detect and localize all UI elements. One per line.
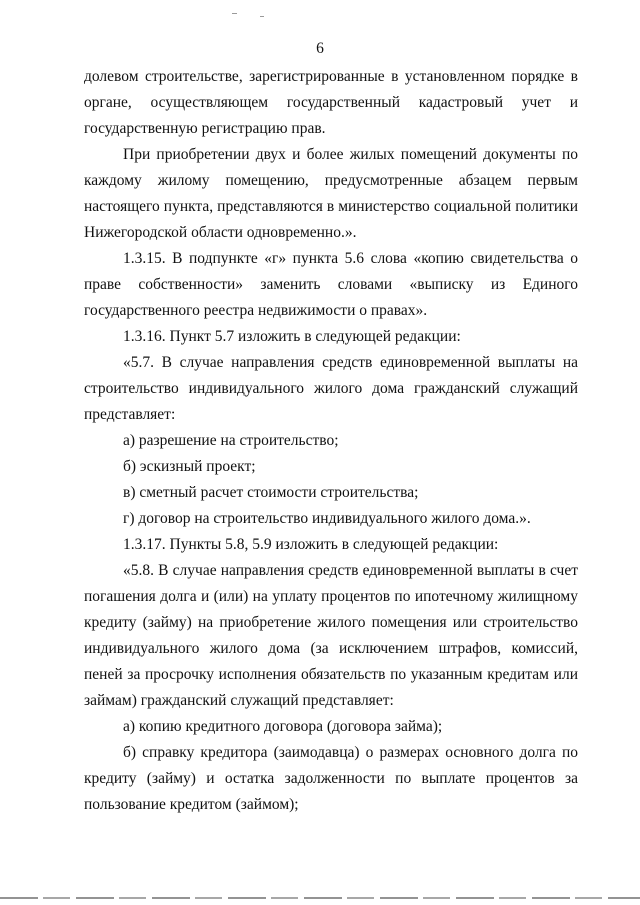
paragraph-3: 1.3.15. В подпункте «г» пункта 5.6 слова «копию свидетельства о праве собственности» заменить словами «выписку из Единого государственного реестра недвижимости о правах». bbox=[84, 250, 578, 319]
scan-speck bbox=[260, 16, 264, 17]
list-item-b: б) эскизный проект; bbox=[123, 458, 256, 475]
scan-edge-line bbox=[0, 897, 640, 899]
paragraph-11: «5.8. В случае направления средств единовременной выплаты в счет погашения долга и (или) на уплату процентов по ипотечному жилищному кредиту (займу) на приобретение жилого помещения или строительство индивидуального жилого дома (за исключением штрафов, комиссий, пеней за просрочку исполнения обязательств по указанным кредитам или займам) гражданский служащий представляет: bbox=[84, 562, 578, 709]
page-number: 6 bbox=[316, 40, 324, 57]
list-item-a: а) разрешение на строительство; bbox=[123, 432, 339, 449]
paragraph-5: «5.7. В случае направления средств единовременной выплаты на строительство индивидуального жилого дома гражданский служащий представляет: bbox=[84, 354, 578, 423]
document-body bbox=[84, 64, 578, 818]
list-item-a-2: а) копию кредитного договора (договора займа); bbox=[123, 718, 443, 735]
list-item-g: г) договор на строительство индивидуального жилого дома.». bbox=[123, 510, 531, 527]
paragraph-2: При приобретении двух и более жилых помещений документы по каждому жилому помещению, предусмотренные абзацем первым настоящего пункта, представляются в министерство социальной политики Нижегородской области одновременно.». bbox=[84, 146, 578, 241]
paragraph-10: 1.3.17. Пункты 5.8, 5.9 изложить в следующей редакции: bbox=[123, 536, 499, 553]
paragraph-4: 1.3.16. Пункт 5.7 изложить в следующей редакции: bbox=[123, 328, 461, 345]
paragraph-1: долевом строительстве, зарегистрированные в установленном порядке в органе, осуществляющем государственный кадастровый учет и государственную регистрацию прав. bbox=[84, 68, 578, 137]
list-item-b-2: б) справку кредитора (заимодавца) о размерах основного долга по кредиту (займу) и остатка задолженности по выплате процентов за пользование кредитом (займом); bbox=[84, 744, 578, 813]
scan-speck bbox=[232, 13, 237, 14]
list-item-v: в) сметный расчет стоимости строительства; bbox=[123, 484, 419, 501]
